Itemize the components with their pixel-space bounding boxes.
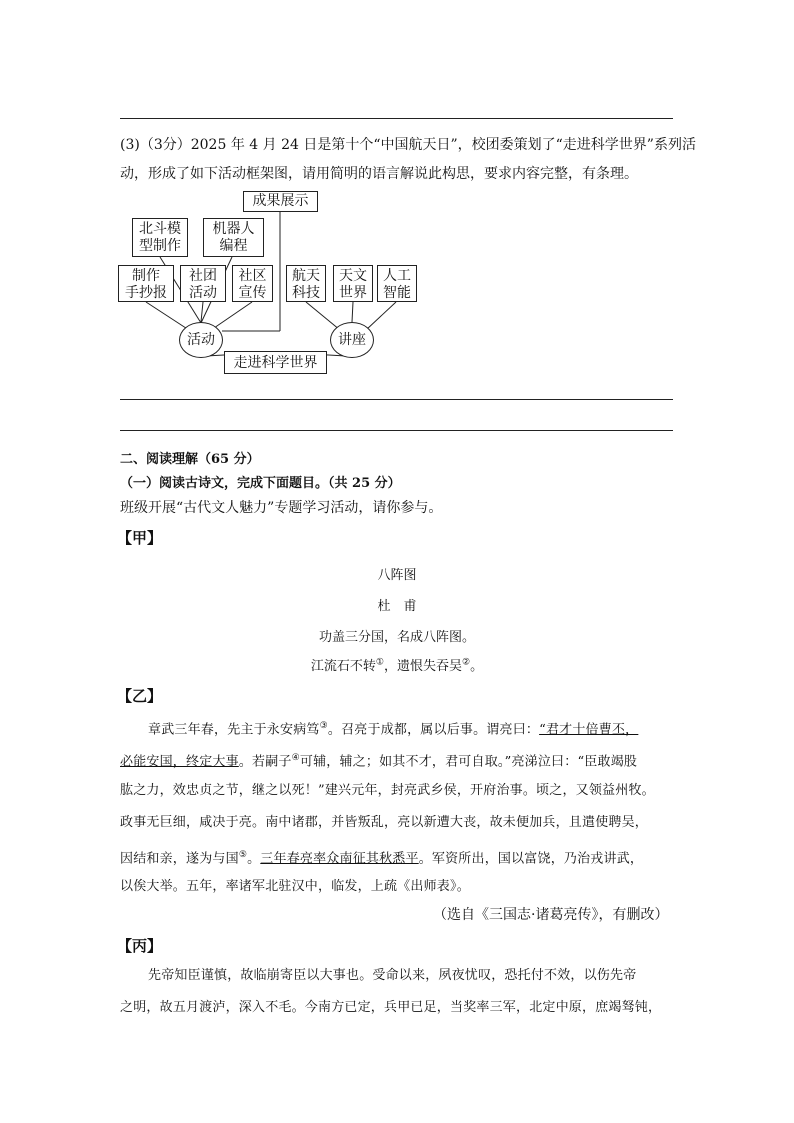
lecture-circle: 讲座 bbox=[330, 322, 374, 358]
poem-author: 杜 甫 bbox=[377, 599, 417, 614]
poem-title: 八阵图 bbox=[377, 568, 417, 583]
underlined-phrase-2: 必能安国，终定大事 bbox=[120, 754, 239, 770]
ai-box: 人工 智能 bbox=[377, 265, 417, 302]
yi-source: （选自《三国志·诸葛亮传》，有删改） bbox=[433, 907, 669, 923]
poem-line-2: 江流石不转①，遗恨失吞吴②。 bbox=[310, 657, 484, 674]
yi-line-3: 肱之力，效忠贞之节，继之以死！”建兴元年，封亮武乡侯，开府治事。顷之，又领益州牧。 bbox=[120, 783, 655, 798]
yi-line-4: 政事无巨细，咸决于亮。南中诸郡，并皆叛乱，亮以新遭大丧，故未便加兵，且遣使聘吴， bbox=[120, 815, 649, 830]
subsection-1-heading: （一）阅读古诗文，完成下面题目。（共 25 分） bbox=[120, 476, 401, 491]
activity-circle: 活动 bbox=[179, 322, 223, 358]
root-box: 走进科学世界 bbox=[224, 351, 327, 374]
footnote-2-marker: ② bbox=[462, 657, 471, 668]
astronomy-world-box: 天文 世界 bbox=[333, 265, 373, 302]
club-activity-box: 社团 活动 bbox=[180, 265, 226, 302]
bing-line-2: 之明，故五月渡泸，深入不毛。今南方已定，兵甲已足，当奖率三军，北定中原，庶竭驽钝， bbox=[120, 1000, 662, 1015]
question-3-line-2: 动，形成了如下活动框架图，请用简明的语言解说此构思，要求内容完整，有条理。 bbox=[120, 166, 638, 182]
yi-label: 【乙】 bbox=[117, 687, 163, 705]
section-2-heading: 二、阅读理解（65 分） bbox=[120, 452, 260, 467]
handbook-box: 制作 手抄报 bbox=[118, 265, 174, 302]
underlined-phrase-1: “君才十倍曹丕， bbox=[539, 722, 639, 738]
yi-line-2: 必能安国，终定大事。若嗣子④可辅，辅之；如其不才，君可自取。”亮涕泣曰：“臣敢竭股 bbox=[120, 753, 638, 770]
answer-rule-2 bbox=[120, 430, 673, 431]
underlined-sentence: 三年春亮率众南征其秋悉平 bbox=[260, 851, 419, 867]
yi-line-6: 以俟大举。五年，率诸军北驻汉中，临发，上疏《出师表》。 bbox=[120, 879, 470, 894]
aerospace-tech-box: 航天 科技 bbox=[286, 265, 326, 302]
activity-framework-diagram bbox=[0, 0, 794, 400]
beidou-model-box: 北斗模 型制作 bbox=[132, 218, 188, 257]
bing-line-1: 先帝知臣谨慎，故临崩寄臣以大事也。受命以来，夙夜忧叹，恐托付不效，以伤先帝 bbox=[148, 968, 637, 983]
activity-intro: 班级开展“古代文人魅力”专题学习活动，请你参与。 bbox=[120, 500, 443, 516]
robot-programming-box: 机器人 编程 bbox=[203, 218, 264, 257]
community-promotion-box: 社区 宣传 bbox=[232, 265, 273, 302]
yi-line-5: 因结和亲，遂为与国⑤。三年春亮率众南征其秋悉平。军资所出，国以富饶，乃治戎讲武， bbox=[120, 850, 644, 867]
bing-label: 【丙】 bbox=[117, 937, 163, 955]
yi-line-1: 章武三年春，先主于永安病笃③。召亮于成都，属以后事。谓亮曰：“君才十倍曹丕， bbox=[148, 721, 639, 738]
footnote-1-marker: ① bbox=[375, 657, 384, 668]
achievement-box: 成果展示 bbox=[243, 191, 318, 212]
question-3-line-1: (3)（3分）2025 年 4 月 24 日是第十个“中国航天日”，校团委策划了“走进科学世界”系列活 bbox=[120, 137, 696, 153]
jia-label: 【甲】 bbox=[117, 529, 163, 547]
answer-rule-1 bbox=[120, 399, 673, 400]
poem-line-1: 功盖三分国，名成八阵图。 bbox=[318, 630, 475, 645]
diagram-connectors bbox=[0, 0, 794, 400]
